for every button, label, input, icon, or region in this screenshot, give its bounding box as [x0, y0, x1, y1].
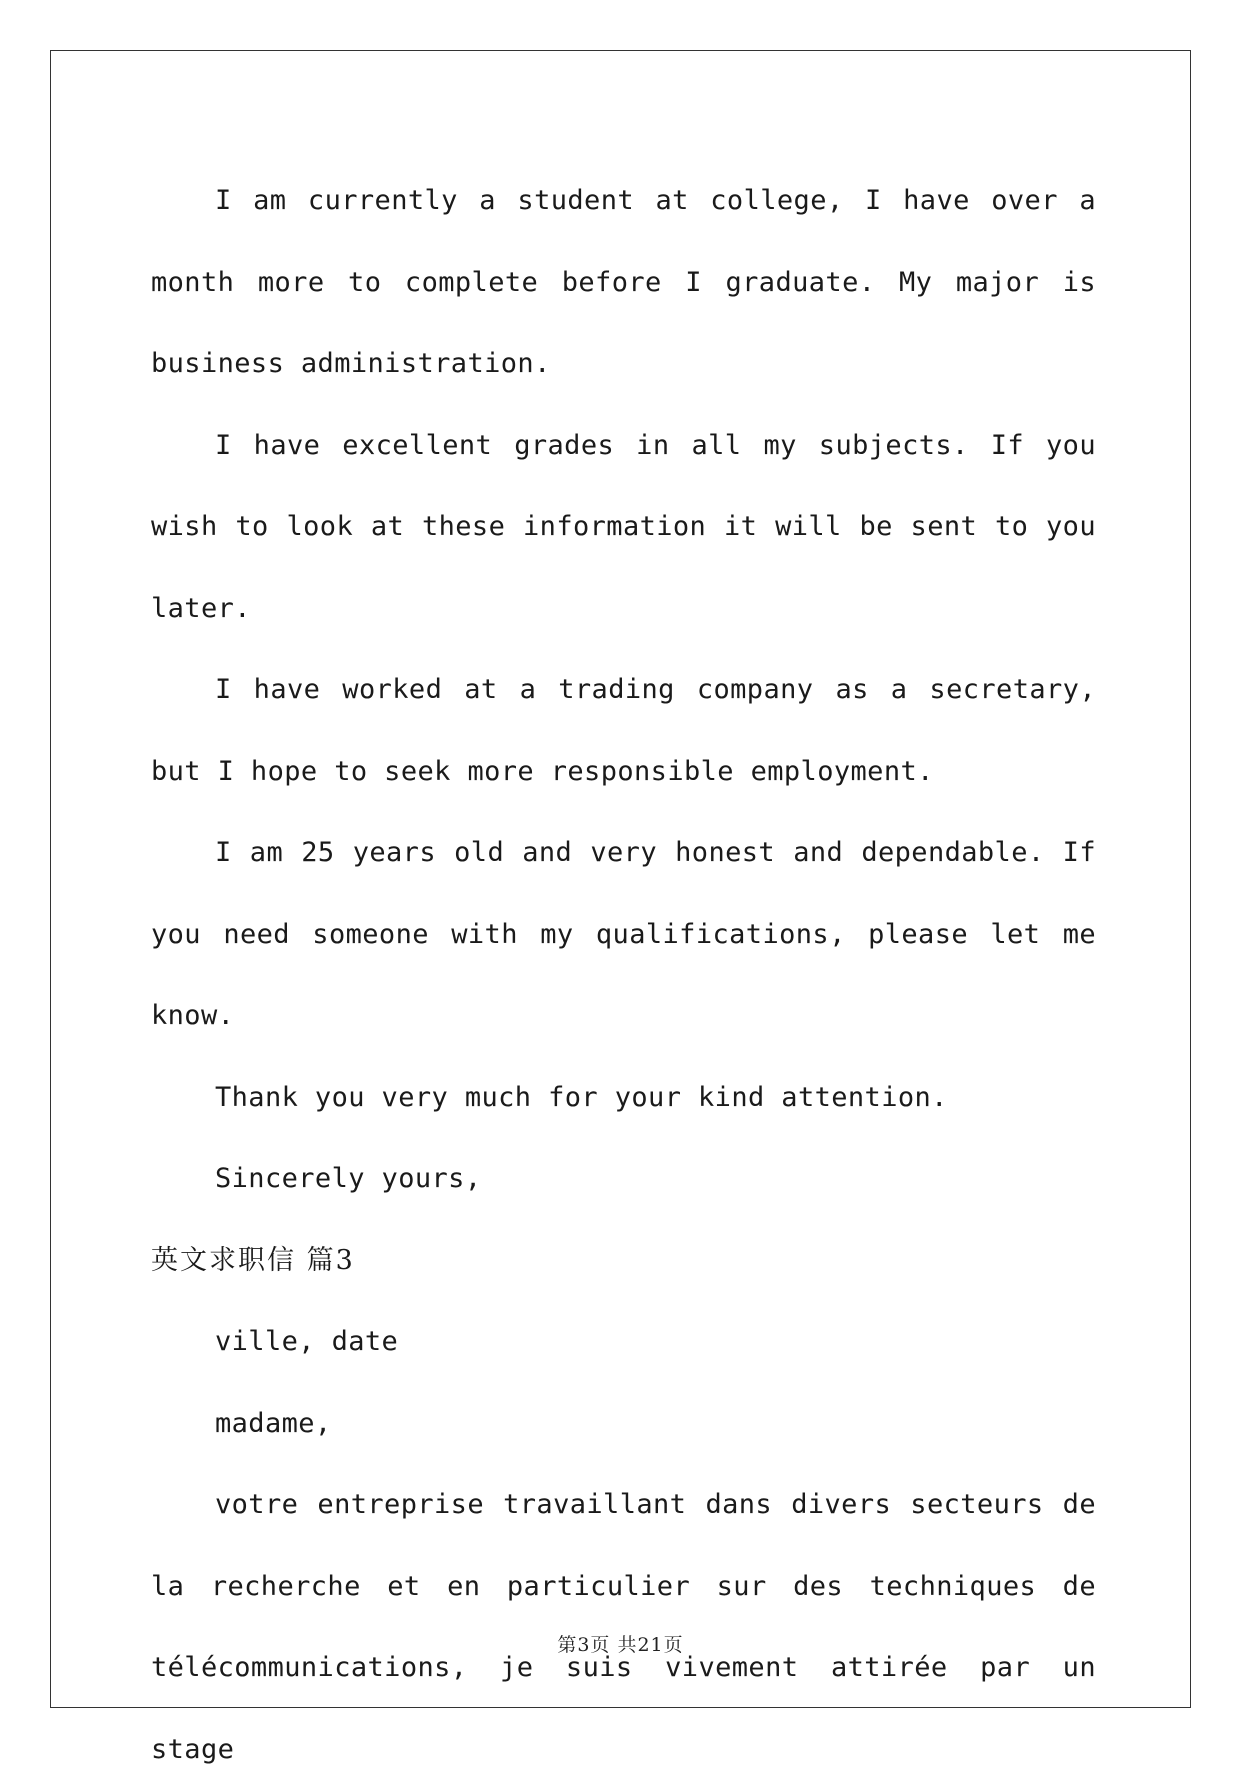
page-number-footer: 第3页 共21页 [557, 1634, 684, 1656]
paragraph-student-status: I am currently a student at college, I have over a month more to complete before I graduate. My major is business administration. [151, 185, 1096, 379]
paragraph-thanks: Thank you very much for your kind attention. [215, 1081, 948, 1113]
paragraph-place-date: ville, date [215, 1326, 399, 1357]
document-body [151, 160, 1096, 1790]
paragraph-work-experience: I have worked at a trading company as a secretary, but I hope to seek more responsible employment. [151, 674, 1096, 787]
section-heading: 英文求职信 篇3 [151, 1244, 355, 1276]
paragraph-closing: Sincerely yours, [215, 1163, 482, 1194]
paragraph-salutation: madame, [215, 1407, 332, 1439]
paragraph-grades: I have excellent grades in all my subjects. If you wish to look at these information it will be sent to you later. [151, 429, 1096, 624]
paragraph-french-intro: votre entreprise travaillant dans divers secteurs de la recherche et en particulier sur des techniques de télécommunications, je suis vivement attirée par un stage [151, 1489, 1096, 1765]
paragraph-personal-qualities: I am 25 years old and very honest and dependable. If you need someone with my qualifications, please let me know. [151, 837, 1096, 1031]
